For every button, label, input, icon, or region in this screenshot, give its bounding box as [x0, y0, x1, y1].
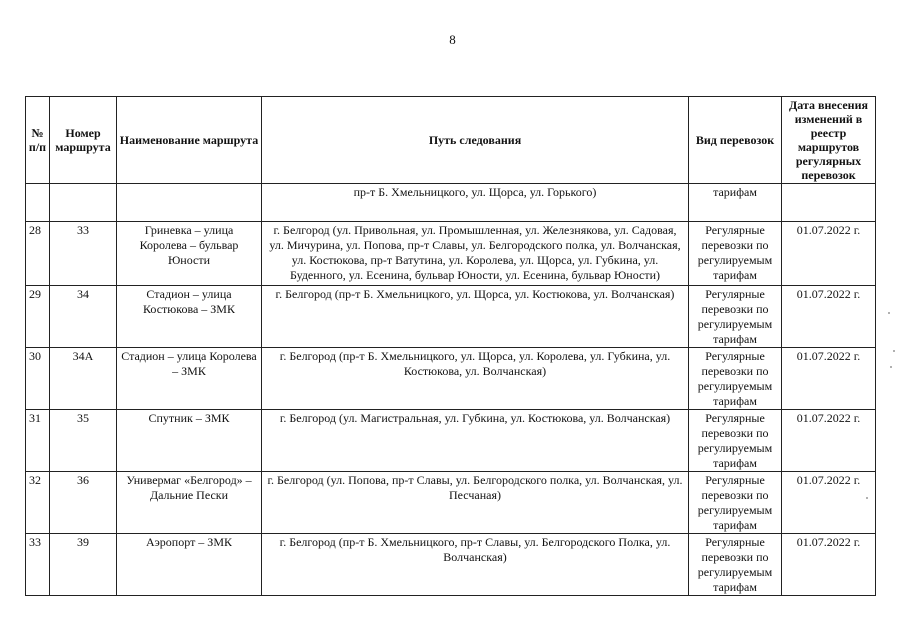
routes-table — [25, 96, 876, 596]
cell-path: г. Белгород (ул. Попова, пр-т Славы, ул. Белгородского полка, ул. Волчанская, ул. Песчаная) — [262, 472, 689, 534]
cell-change-date: 01.07.2022 г. — [782, 222, 876, 286]
cell-change-date — [782, 184, 876, 222]
table-row — [26, 410, 876, 472]
cell-transport-type: Регулярные перевозки по регулируемым тарифам — [689, 286, 782, 348]
cell-transport-type: Регулярные перевозки по регулируемым тарифам — [689, 472, 782, 534]
cell-index: 29 — [26, 286, 50, 348]
table-row — [26, 472, 876, 534]
cell-route-name — [117, 184, 262, 222]
cell-path: г. Белгород (ул. Магистральная, ул. Губкина, ул. Костюкова, ул. Волчанская) — [262, 410, 689, 472]
cell-change-date: 01.07.2022 г. — [782, 410, 876, 472]
cell-route-name: Спутник – ЗМК — [117, 410, 262, 472]
cell-index: 32 — [26, 472, 50, 534]
scan-speck — [890, 366, 892, 368]
cell-path: г. Белгород (пр-т Б. Хмельницкого, ул. Щорса, ул. Костюкова, ул. Волчанская) — [262, 286, 689, 348]
cell-route-name: Стадион – улица Королева – ЗМК — [117, 348, 262, 410]
header-route-name: Наименование маршрута — [117, 97, 262, 184]
cell-transport-type: Регулярные перевозки по регулируемым тарифам — [689, 534, 782, 596]
header-route-number: Номер маршрута — [50, 97, 117, 184]
page-number: 8 — [449, 32, 456, 47]
header-index: № п/п — [26, 97, 50, 184]
cell-path: г. Белгород (ул. Привольная, ул. Промышленная, ул. Железнякова, ул. Садовая, ул. Мичурина, ул. Попова, пр-т Славы, ул. Белгородского полка, ул. Волчанская, ул. Костюкова, пр-т Ватутина, ул. Королева, ул. Щорса, ул. Губкина, ул. Буденного, ул. Есенина, бульвар Юности, ул. Есенина, бульвар Юности) — [262, 222, 689, 286]
cell-route-name: Универмаг «Белгород» – Дальние Пески — [117, 472, 262, 534]
cell-route-name: Гриневка – улица Королева – бульвар Юности — [117, 222, 262, 286]
cell-transport-type: Регулярные перевозки по регулируемым тарифам — [689, 410, 782, 472]
cell-transport-type: Регулярные перевозки по регулируемым тарифам — [689, 222, 782, 286]
cell-index — [26, 184, 50, 222]
scan-speck — [893, 350, 895, 352]
table-header-row — [26, 97, 876, 184]
header-path: Путь следования — [262, 97, 689, 184]
table-row-continuation — [26, 184, 876, 222]
cell-transport-type: тарифам — [689, 184, 782, 222]
cell-route-number — [50, 184, 117, 222]
cell-route-name: Стадион – улица Костюкова – ЗМК — [117, 286, 262, 348]
table-row — [26, 222, 876, 286]
cell-route-name: Аэропорт – ЗМК — [117, 534, 262, 596]
cell-transport-type: Регулярные перевозки по регулируемым тарифам — [689, 348, 782, 410]
cell-index: 33 — [26, 534, 50, 596]
cell-route-number: 36 — [50, 472, 117, 534]
scan-speck — [866, 497, 868, 499]
cell-change-date: 01.07.2022 г. — [782, 534, 876, 596]
cell-change-date: 01.07.2022 г. — [782, 286, 876, 348]
cell-change-date: 01.07.2022 г. — [782, 472, 876, 534]
table-row — [26, 286, 876, 348]
cell-path: г. Белгород (пр-т Б. Хмельницкого, ул. Щорса, ул. Королева, ул. Губкина, ул. Костюкова, ул. Волчанская) — [262, 348, 689, 410]
header-change-date: Дата внесения изменений в реестр маршрутов регулярных перевозок — [782, 97, 876, 184]
table-body — [26, 184, 876, 596]
cell-change-date: 01.07.2022 г. — [782, 348, 876, 410]
table-row — [26, 534, 876, 596]
cell-index: 31 — [26, 410, 50, 472]
cell-path: пр-т Б. Хмельницкого, ул. Щорса, ул. Горького) — [262, 184, 689, 222]
cell-route-number: 39 — [50, 534, 117, 596]
header-transport-type: Вид перевозок — [689, 97, 782, 184]
cell-index: 28 — [26, 222, 50, 286]
cell-path: г. Белгород (пр-т Б. Хмельницкого, пр-т Славы, ул. Белгородского Полка, ул. Волчанская) — [262, 534, 689, 596]
cell-index: 30 — [26, 348, 50, 410]
table-row — [26, 348, 876, 410]
cell-route-number: 35 — [50, 410, 117, 472]
scan-speck — [888, 312, 890, 314]
cell-route-number: 34А — [50, 348, 117, 410]
cell-route-number: 34 — [50, 286, 117, 348]
cell-route-number: 33 — [50, 222, 117, 286]
